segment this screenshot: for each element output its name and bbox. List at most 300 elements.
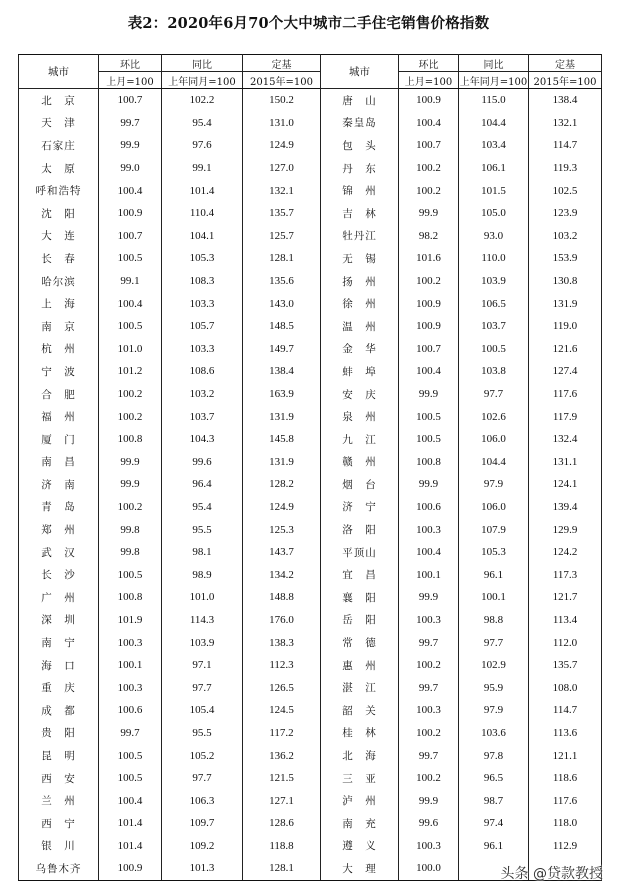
cell-mom-left: 101.0 xyxy=(99,338,162,361)
cell-mom-left: 100.1 xyxy=(99,654,162,677)
cell-mom-right: 100.9 xyxy=(399,89,459,112)
cell-mom-right: 100.3 xyxy=(399,699,459,722)
cell-base-left: 118.8 xyxy=(243,835,321,858)
cell-yoy-right: 103.9 xyxy=(459,270,529,293)
table-row xyxy=(19,699,602,722)
cell-mom-left: 99.9 xyxy=(99,473,162,496)
cell-yoy-right: 98.8 xyxy=(459,609,529,632)
cell-yoy-right: 107.9 xyxy=(459,518,529,541)
cell-city-right: 安 庆 xyxy=(321,383,399,406)
cell-yoy-left: 108.3 xyxy=(162,270,243,293)
cell-yoy-left: 98.1 xyxy=(162,541,243,564)
cell-mom-right: 100.4 xyxy=(399,360,459,383)
cell-city-right: 温 州 xyxy=(321,315,399,338)
cell-yoy-left: 97.7 xyxy=(162,767,243,790)
cell-mom-left: 100.2 xyxy=(99,496,162,519)
cell-yoy-left: 103.2 xyxy=(162,383,243,406)
cell-city-right: 韶 关 xyxy=(321,699,399,722)
cell-city-left: 长 春 xyxy=(19,247,99,270)
cell-yoy-right: 98.7 xyxy=(459,789,529,812)
table-row xyxy=(19,405,602,428)
cell-yoy-left: 95.5 xyxy=(162,518,243,541)
cell-mom-left: 100.4 xyxy=(99,789,162,812)
table-row xyxy=(19,247,602,270)
cell-mom-right: 99.6 xyxy=(399,812,459,835)
table-row xyxy=(19,134,602,157)
table-row xyxy=(19,676,602,699)
cell-base-left: 124.9 xyxy=(243,134,321,157)
cell-mom-left: 99.8 xyxy=(99,541,162,564)
cell-yoy-left: 108.6 xyxy=(162,360,243,383)
table-row xyxy=(19,270,602,293)
cell-mom-right: 100.7 xyxy=(399,134,459,157)
cell-mom-left: 100.7 xyxy=(99,89,162,112)
cell-yoy-left: 105.7 xyxy=(162,315,243,338)
cell-city-left: 西 安 xyxy=(19,767,99,790)
cell-mom-left: 101.4 xyxy=(99,835,162,858)
cell-mom-left: 99.7 xyxy=(99,722,162,745)
cell-base-left: 134.2 xyxy=(243,563,321,586)
header-yoy-sub-right: 上年同月=100 xyxy=(459,72,529,89)
cell-base-right: 127.4 xyxy=(529,360,602,383)
cell-base-left: 148.5 xyxy=(243,315,321,338)
table-row xyxy=(19,586,602,609)
cell-base-right: 121.7 xyxy=(529,586,602,609)
cell-mom-right: 100.2 xyxy=(399,157,459,180)
cell-mom-left: 100.5 xyxy=(99,744,162,767)
cell-yoy-right: 102.9 xyxy=(459,654,529,677)
cell-city-right: 洛 阳 xyxy=(321,518,399,541)
cell-city-left: 南 京 xyxy=(19,315,99,338)
cell-mom-right: 98.2 xyxy=(399,225,459,248)
cell-yoy-left: 110.4 xyxy=(162,202,243,225)
table-row xyxy=(19,631,602,654)
cell-city-right: 湛 江 xyxy=(321,676,399,699)
cell-base-left: 128.2 xyxy=(243,473,321,496)
header-yoy-sub-left: 上年同月=100 xyxy=(162,72,243,89)
cell-base-right: 117.9 xyxy=(529,405,602,428)
cell-mom-right: 99.7 xyxy=(399,631,459,654)
cell-mom-right: 100.2 xyxy=(399,270,459,293)
cell-base-right: 119.3 xyxy=(529,157,602,180)
header-base-left: 定基 xyxy=(243,55,321,72)
cell-yoy-left: 104.3 xyxy=(162,428,243,451)
cell-base-left: 149.7 xyxy=(243,338,321,361)
cell-mom-left: 101.2 xyxy=(99,360,162,383)
cell-base-left: 131.9 xyxy=(243,451,321,474)
cell-city-left: 石家庄 xyxy=(19,134,99,157)
cell-yoy-left: 103.3 xyxy=(162,338,243,361)
cell-yoy-right: 101.5 xyxy=(459,179,529,202)
cell-city-left: 深 圳 xyxy=(19,609,99,632)
cell-base-right: 103.2 xyxy=(529,225,602,248)
cell-base-left: 128.1 xyxy=(243,247,321,270)
cell-base-left: 124.9 xyxy=(243,496,321,519)
table-row xyxy=(19,112,602,135)
cell-city-right: 丹 东 xyxy=(321,157,399,180)
cell-city-right: 襄 阳 xyxy=(321,586,399,609)
cell-yoy-left: 97.6 xyxy=(162,134,243,157)
cell-city-right: 无 锡 xyxy=(321,247,399,270)
cell-city-right: 烟 台 xyxy=(321,473,399,496)
cell-base-right: 131.9 xyxy=(529,292,602,315)
cell-base-left: 145.8 xyxy=(243,428,321,451)
cell-city-left: 呼和浩特 xyxy=(19,179,99,202)
cell-city-right: 泸 州 xyxy=(321,789,399,812)
cell-city-right: 济 宁 xyxy=(321,496,399,519)
cell-city-right: 包 头 xyxy=(321,134,399,157)
cell-mom-right: 99.7 xyxy=(399,744,459,767)
cell-yoy-left: 95.5 xyxy=(162,722,243,745)
cell-yoy-right: 93.0 xyxy=(459,225,529,248)
cell-base-right: 114.7 xyxy=(529,699,602,722)
table-row xyxy=(19,496,602,519)
cell-mom-left: 101.9 xyxy=(99,609,162,632)
cell-mom-left: 101.4 xyxy=(99,812,162,835)
cell-city-right: 大 理 xyxy=(321,857,399,880)
cell-base-right: 114.7 xyxy=(529,134,602,157)
cell-yoy-left: 109.2 xyxy=(162,835,243,858)
cell-mom-right: 100.0 xyxy=(399,857,459,880)
table-row xyxy=(19,451,602,474)
cell-city-right: 南 充 xyxy=(321,812,399,835)
cell-yoy-right: 104.4 xyxy=(459,451,529,474)
cell-city-right: 九 江 xyxy=(321,428,399,451)
cell-city-left: 贵 阳 xyxy=(19,722,99,745)
cell-city-left: 杭 州 xyxy=(19,338,99,361)
cell-base-right: 117.6 xyxy=(529,789,602,812)
cell-yoy-right: 103.7 xyxy=(459,315,529,338)
cell-mom-left: 99.1 xyxy=(99,270,162,293)
cell-city-right: 遵 义 xyxy=(321,835,399,858)
cell-yoy-right: 106.0 xyxy=(459,428,529,451)
cell-mom-left: 100.9 xyxy=(99,202,162,225)
cell-city-left: 乌鲁木齐 xyxy=(19,857,99,880)
cell-city-right: 岳 阳 xyxy=(321,609,399,632)
cell-base-left: 117.2 xyxy=(243,722,321,745)
cell-yoy-left: 103.7 xyxy=(162,405,243,428)
cell-mom-right: 100.2 xyxy=(399,722,459,745)
cell-base-left: 150.2 xyxy=(243,89,321,112)
cell-mom-left: 100.6 xyxy=(99,699,162,722)
cell-base-left: 127.1 xyxy=(243,789,321,812)
table-body xyxy=(19,89,602,881)
cell-yoy-right: 100.5 xyxy=(459,338,529,361)
header-mom-left: 环比 xyxy=(99,55,162,72)
cell-city-right: 宜 昌 xyxy=(321,563,399,586)
cell-city-left: 宁 波 xyxy=(19,360,99,383)
cell-base-left: 126.5 xyxy=(243,676,321,699)
cell-city-right: 桂 林 xyxy=(321,722,399,745)
header-row-main xyxy=(19,55,602,72)
cell-yoy-left: 101.0 xyxy=(162,586,243,609)
cell-city-left: 海 口 xyxy=(19,654,99,677)
cell-yoy-left: 96.4 xyxy=(162,473,243,496)
cell-yoy-right: 104.4 xyxy=(459,112,529,135)
cell-base-left: 128.1 xyxy=(243,857,321,880)
cell-city-right: 吉 林 xyxy=(321,202,399,225)
cell-city-right: 蚌 埠 xyxy=(321,360,399,383)
cell-yoy-right: 103.8 xyxy=(459,360,529,383)
cell-base-right: 102.5 xyxy=(529,179,602,202)
cell-yoy-right: 115.0 xyxy=(459,89,529,112)
cell-city-right: 秦皇岛 xyxy=(321,112,399,135)
cell-mom-right: 100.2 xyxy=(399,654,459,677)
cell-base-right: 119.0 xyxy=(529,315,602,338)
cell-mom-left: 100.5 xyxy=(99,315,162,338)
cell-yoy-left: 102.2 xyxy=(162,89,243,112)
cell-base-left: 148.8 xyxy=(243,586,321,609)
cell-base-right: 138.4 xyxy=(529,89,602,112)
cell-yoy-right: 103.4 xyxy=(459,134,529,157)
cell-yoy-right: 97.9 xyxy=(459,473,529,496)
cell-base-right: 129.9 xyxy=(529,518,602,541)
cell-mom-right: 100.4 xyxy=(399,112,459,135)
cell-mom-right: 99.7 xyxy=(399,676,459,699)
cell-yoy-right: 96.1 xyxy=(459,835,529,858)
cell-mom-left: 100.4 xyxy=(99,179,162,202)
cell-base-right: 118.6 xyxy=(529,767,602,790)
cell-yoy-right: 106.0 xyxy=(459,496,529,519)
cell-mom-right: 100.5 xyxy=(399,405,459,428)
cell-base-right: 117.3 xyxy=(529,563,602,586)
cell-city-left: 大 连 xyxy=(19,225,99,248)
cell-base-right: 130.8 xyxy=(529,270,602,293)
cell-mom-left: 100.3 xyxy=(99,676,162,699)
cell-base-left: 124.5 xyxy=(243,699,321,722)
table-row xyxy=(19,383,602,406)
cell-yoy-left: 98.9 xyxy=(162,563,243,586)
watermark: 头条 @贷款教授 xyxy=(500,866,603,882)
cell-mom-right: 99.9 xyxy=(399,586,459,609)
cell-yoy-left: 95.4 xyxy=(162,112,243,135)
cell-mom-left: 100.5 xyxy=(99,563,162,586)
cell-base-left: 163.9 xyxy=(243,383,321,406)
cell-city-left: 银 川 xyxy=(19,835,99,858)
cell-yoy-left: 103.3 xyxy=(162,292,243,315)
cell-city-left: 上 海 xyxy=(19,292,99,315)
cell-mom-left: 99.9 xyxy=(99,134,162,157)
cell-mom-left: 99.0 xyxy=(99,157,162,180)
table-row xyxy=(19,563,602,586)
cell-base-left: 136.2 xyxy=(243,744,321,767)
cell-yoy-right: 106.5 xyxy=(459,292,529,315)
cell-city-right: 惠 州 xyxy=(321,654,399,677)
cell-city-right: 扬 州 xyxy=(321,270,399,293)
table-row xyxy=(19,609,602,632)
cell-base-right: 121.1 xyxy=(529,744,602,767)
cell-yoy-right: 97.7 xyxy=(459,631,529,654)
header-base-sub-left: 2015年=100 xyxy=(243,72,321,89)
table-row xyxy=(19,202,602,225)
cell-base-right: 123.9 xyxy=(529,202,602,225)
cell-base-right: 112.0 xyxy=(529,631,602,654)
cell-base-left: 127.0 xyxy=(243,157,321,180)
cell-yoy-right: 97.7 xyxy=(459,383,529,406)
header-yoy-right: 同比 xyxy=(459,55,529,72)
cell-city-left: 郑 州 xyxy=(19,518,99,541)
cell-base-right: 118.0 xyxy=(529,812,602,835)
cell-city-left: 济 南 xyxy=(19,473,99,496)
header-yoy-left: 同比 xyxy=(162,55,243,72)
cell-mom-right: 100.9 xyxy=(399,315,459,338)
cell-city-left: 哈尔滨 xyxy=(19,270,99,293)
cell-mom-right: 100.3 xyxy=(399,609,459,632)
cell-yoy-left: 109.7 xyxy=(162,812,243,835)
cell-yoy-right: 106.1 xyxy=(459,157,529,180)
header-mom-right: 环比 xyxy=(399,55,459,72)
cell-base-left: 125.3 xyxy=(243,518,321,541)
cell-mom-right: 100.3 xyxy=(399,835,459,858)
cell-mom-right: 100.4 xyxy=(399,541,459,564)
header-mom-sub-left: 上月=100 xyxy=(99,72,162,89)
cell-yoy-right: 103.6 xyxy=(459,722,529,745)
cell-mom-left: 99.8 xyxy=(99,518,162,541)
cell-yoy-right: 96.1 xyxy=(459,563,529,586)
cell-yoy-left: 97.1 xyxy=(162,654,243,677)
cell-yoy-left: 105.3 xyxy=(162,247,243,270)
cell-yoy-right: 95.9 xyxy=(459,676,529,699)
table-row xyxy=(19,518,602,541)
cell-mom-left: 100.2 xyxy=(99,383,162,406)
table-row xyxy=(19,722,602,745)
cell-yoy-right: 97.4 xyxy=(459,812,529,835)
cell-base-right: 113.4 xyxy=(529,609,602,632)
cell-base-left: 132.1 xyxy=(243,179,321,202)
table-row xyxy=(19,89,602,112)
cell-base-left: 135.7 xyxy=(243,202,321,225)
cell-city-right: 锦 州 xyxy=(321,179,399,202)
cell-city-right: 徐 州 xyxy=(321,292,399,315)
table-row xyxy=(19,338,602,361)
table-row xyxy=(19,292,602,315)
cell-yoy-left: 103.9 xyxy=(162,631,243,654)
cell-base-right: 117.6 xyxy=(529,383,602,406)
cell-base-left: 143.0 xyxy=(243,292,321,315)
cell-city-left: 重 庆 xyxy=(19,676,99,699)
cell-mom-left: 100.9 xyxy=(99,857,162,880)
cell-base-right: 121.6 xyxy=(529,338,602,361)
cell-base-right: 108.0 xyxy=(529,676,602,699)
cell-yoy-left: 95.4 xyxy=(162,496,243,519)
cell-city-left: 长 沙 xyxy=(19,563,99,586)
cell-city-left: 合 肥 xyxy=(19,383,99,406)
cell-mom-left: 100.5 xyxy=(99,247,162,270)
cell-mom-left: 100.5 xyxy=(99,767,162,790)
cell-base-right: 132.1 xyxy=(529,112,602,135)
cell-city-right: 平顶山 xyxy=(321,541,399,564)
cell-yoy-right: 97.8 xyxy=(459,744,529,767)
header-mom-sub-right: 上月=100 xyxy=(399,72,459,89)
cell-base-left: 138.3 xyxy=(243,631,321,654)
cell-city-left: 西 宁 xyxy=(19,812,99,835)
cell-base-right: 124.1 xyxy=(529,473,602,496)
cell-mom-right: 100.8 xyxy=(399,451,459,474)
table-row xyxy=(19,744,602,767)
cell-base-left: 135.6 xyxy=(243,270,321,293)
cell-mom-left: 100.2 xyxy=(99,405,162,428)
cell-city-right: 唐 山 xyxy=(321,89,399,112)
cell-yoy-left: 105.2 xyxy=(162,744,243,767)
cell-mom-left: 99.7 xyxy=(99,112,162,135)
cell-city-left: 青 岛 xyxy=(19,496,99,519)
cell-mom-right: 100.6 xyxy=(399,496,459,519)
cell-base-right: 124.2 xyxy=(529,541,602,564)
table-row xyxy=(19,225,602,248)
cell-base-right: 132.4 xyxy=(529,428,602,451)
cell-yoy-right: 105.0 xyxy=(459,202,529,225)
cell-base-left: 131.9 xyxy=(243,405,321,428)
header-city-right: 城市 xyxy=(321,55,399,89)
cell-mom-left: 100.8 xyxy=(99,428,162,451)
cell-mom-left: 100.7 xyxy=(99,225,162,248)
cell-base-right: 139.4 xyxy=(529,496,602,519)
table-row xyxy=(19,315,602,338)
cell-mom-right: 99.9 xyxy=(399,383,459,406)
cell-base-left: 131.0 xyxy=(243,112,321,135)
cell-city-left: 北 京 xyxy=(19,89,99,112)
cell-city-left: 成 都 xyxy=(19,699,99,722)
cell-yoy-right: 110.0 xyxy=(459,247,529,270)
cell-city-right: 泉 州 xyxy=(321,405,399,428)
cell-yoy-left: 105.4 xyxy=(162,699,243,722)
cell-base-left: 176.0 xyxy=(243,609,321,632)
cell-mom-right: 100.7 xyxy=(399,338,459,361)
table-row xyxy=(19,541,602,564)
cell-city-left: 福 州 xyxy=(19,405,99,428)
cell-mom-left: 100.8 xyxy=(99,586,162,609)
table-row xyxy=(19,473,602,496)
cell-mom-right: 100.2 xyxy=(399,767,459,790)
cell-yoy-right: 97.9 xyxy=(459,699,529,722)
cell-yoy-left: 101.4 xyxy=(162,179,243,202)
cell-city-right: 三 亚 xyxy=(321,767,399,790)
cell-city-left: 昆 明 xyxy=(19,744,99,767)
cell-mom-right: 100.3 xyxy=(399,518,459,541)
table-row xyxy=(19,767,602,790)
cell-mom-left: 100.4 xyxy=(99,292,162,315)
cell-yoy-left: 106.3 xyxy=(162,789,243,812)
cell-base-left: 121.5 xyxy=(243,767,321,790)
header-base-sub-right: 2015年=100 xyxy=(529,72,602,89)
header-base-right: 定基 xyxy=(529,55,602,72)
cell-mom-left: 99.9 xyxy=(99,451,162,474)
cell-city-right: 牡丹江 xyxy=(321,225,399,248)
cell-yoy-left: 99.6 xyxy=(162,451,243,474)
cell-yoy-left: 99.1 xyxy=(162,157,243,180)
cell-city-left: 沈 阳 xyxy=(19,202,99,225)
cell-base-left: 128.6 xyxy=(243,812,321,835)
cell-mom-right: 99.9 xyxy=(399,789,459,812)
cell-mom-right: 100.1 xyxy=(399,563,459,586)
cell-yoy-left: 114.3 xyxy=(162,609,243,632)
cell-yoy-left: 97.7 xyxy=(162,676,243,699)
table-row xyxy=(19,179,602,202)
cell-base-right: 131.1 xyxy=(529,451,602,474)
cell-base-left: 125.7 xyxy=(243,225,321,248)
cell-yoy-right: 102.6 xyxy=(459,405,529,428)
table-row xyxy=(19,157,602,180)
table-row xyxy=(19,789,602,812)
cell-base-left: 143.7 xyxy=(243,541,321,564)
cell-base-right: 113.6 xyxy=(529,722,602,745)
table-row xyxy=(19,360,602,383)
cell-base-left: 138.4 xyxy=(243,360,321,383)
cell-base-right: 135.7 xyxy=(529,654,602,677)
cell-yoy-right: 100.1 xyxy=(459,586,529,609)
cell-base-right: 112.9 xyxy=(529,835,602,858)
price-index-table xyxy=(18,54,602,881)
